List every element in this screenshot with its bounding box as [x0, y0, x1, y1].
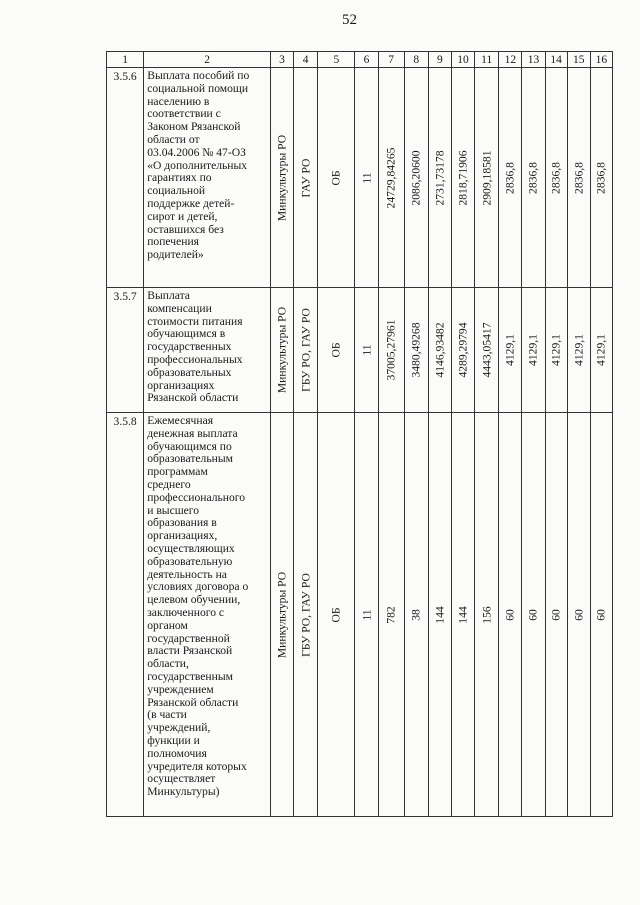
value-cell: 60	[545, 413, 567, 817]
value-cell: 144	[428, 413, 451, 817]
column-header: 10	[451, 52, 474, 68]
funding-source-cell: ОБ	[318, 413, 355, 817]
row-code: 3.5.7	[107, 288, 144, 413]
coordinator-cell: Минкультуры РО	[270, 288, 293, 413]
column-header: 4	[294, 52, 318, 68]
value-cell: 782	[378, 413, 404, 817]
value-cell: 2836,8	[567, 68, 590, 288]
value-cell: 24729,84265	[378, 68, 404, 288]
column-header: 14	[545, 52, 567, 68]
coordinator-cell: Минкультуры РО	[270, 68, 293, 288]
executor-cell: ГАУ РО	[294, 68, 318, 288]
value-cell: 60	[522, 413, 545, 817]
value-cell: 4129,1	[567, 288, 590, 413]
funding-source-cell: ОБ	[318, 68, 355, 288]
value-cell: 60	[590, 413, 612, 817]
code-cell: 11	[355, 68, 378, 288]
table-row	[107, 413, 613, 817]
column-header: 16	[590, 52, 612, 68]
value-cell: 144	[451, 413, 474, 817]
column-header: 1	[107, 52, 144, 68]
budget-table	[106, 51, 613, 817]
row-description: Выплата пособий по социальной помощи населению в соответствии с Законом Рязанской области от 03.04.2006 № 47-ОЗ «О дополнительных гарантиях по социальной поддержке детей- сирот и детей, оставшихся без попечения родителей»	[144, 68, 271, 288]
value-cell: 4129,1	[522, 288, 545, 413]
value-cell: 37005,27961	[378, 288, 404, 413]
value-cell: 4129,1	[499, 288, 522, 413]
row-description: Выплата компенсации стоимости питания обучающимся в государственных профессиональных образовательных организациях Рязанской области	[144, 288, 271, 413]
code-cell: 11	[355, 288, 378, 413]
value-cell: 4129,1	[545, 288, 567, 413]
value-cell: 2731,73178	[428, 68, 451, 288]
column-header: 7	[378, 52, 404, 68]
coordinator-cell: Минкультуры РО	[270, 413, 293, 817]
column-header: 15	[567, 52, 590, 68]
value-cell: 4129,1	[590, 288, 612, 413]
code-cell: 11	[355, 413, 378, 817]
table-row	[107, 68, 613, 288]
column-header: 11	[475, 52, 499, 68]
value-cell: 2836,8	[522, 68, 545, 288]
executor-cell: ГБУ РО, ГАУ РО	[294, 413, 318, 817]
column-header: 5	[318, 52, 355, 68]
row-code: 3.5.8	[107, 413, 144, 817]
value-cell: 2818,71906	[451, 68, 474, 288]
value-cell: 60	[499, 413, 522, 817]
header-row	[107, 52, 613, 68]
value-cell: 60	[567, 413, 590, 817]
funding-source-cell: ОБ	[318, 288, 355, 413]
column-header: 12	[499, 52, 522, 68]
table-row	[107, 288, 613, 413]
value-cell: 2836,8	[545, 68, 567, 288]
page-number: 52	[342, 12, 357, 28]
column-header: 3	[270, 52, 293, 68]
value-cell: 156	[475, 413, 499, 817]
value-cell: 2836,8	[499, 68, 522, 288]
executor-cell: ГБУ РО, ГАУ РО	[294, 288, 318, 413]
column-header: 13	[522, 52, 545, 68]
value-cell: 2909,18581	[475, 68, 499, 288]
row-description: Ежемесячная денежная выплата обучающимся по образовательным программам среднего профессионального и высшего образования в организациях, осуществляющих образовательную деятельность на условиях договора о целевом обучении, заключенного с органом государственной власти Рязанской области, государственным учреждением Рязанской области (в части учреждений, функции и полномочия учредителя которых осуществляет Минкультуры)	[144, 413, 271, 817]
column-header: 6	[355, 52, 378, 68]
column-header: 9	[428, 52, 451, 68]
value-cell: 4146,93482	[428, 288, 451, 413]
column-header: 8	[404, 52, 428, 68]
value-cell: 4443,05417	[475, 288, 499, 413]
value-cell: 3480,49268	[404, 288, 428, 413]
value-cell: 38	[404, 413, 428, 817]
value-cell: 2086,20600	[404, 68, 428, 288]
column-header: 2	[144, 52, 271, 68]
value-cell: 4289,29794	[451, 288, 474, 413]
value-cell: 2836,8	[590, 68, 612, 288]
row-code: 3.5.6	[107, 68, 144, 288]
